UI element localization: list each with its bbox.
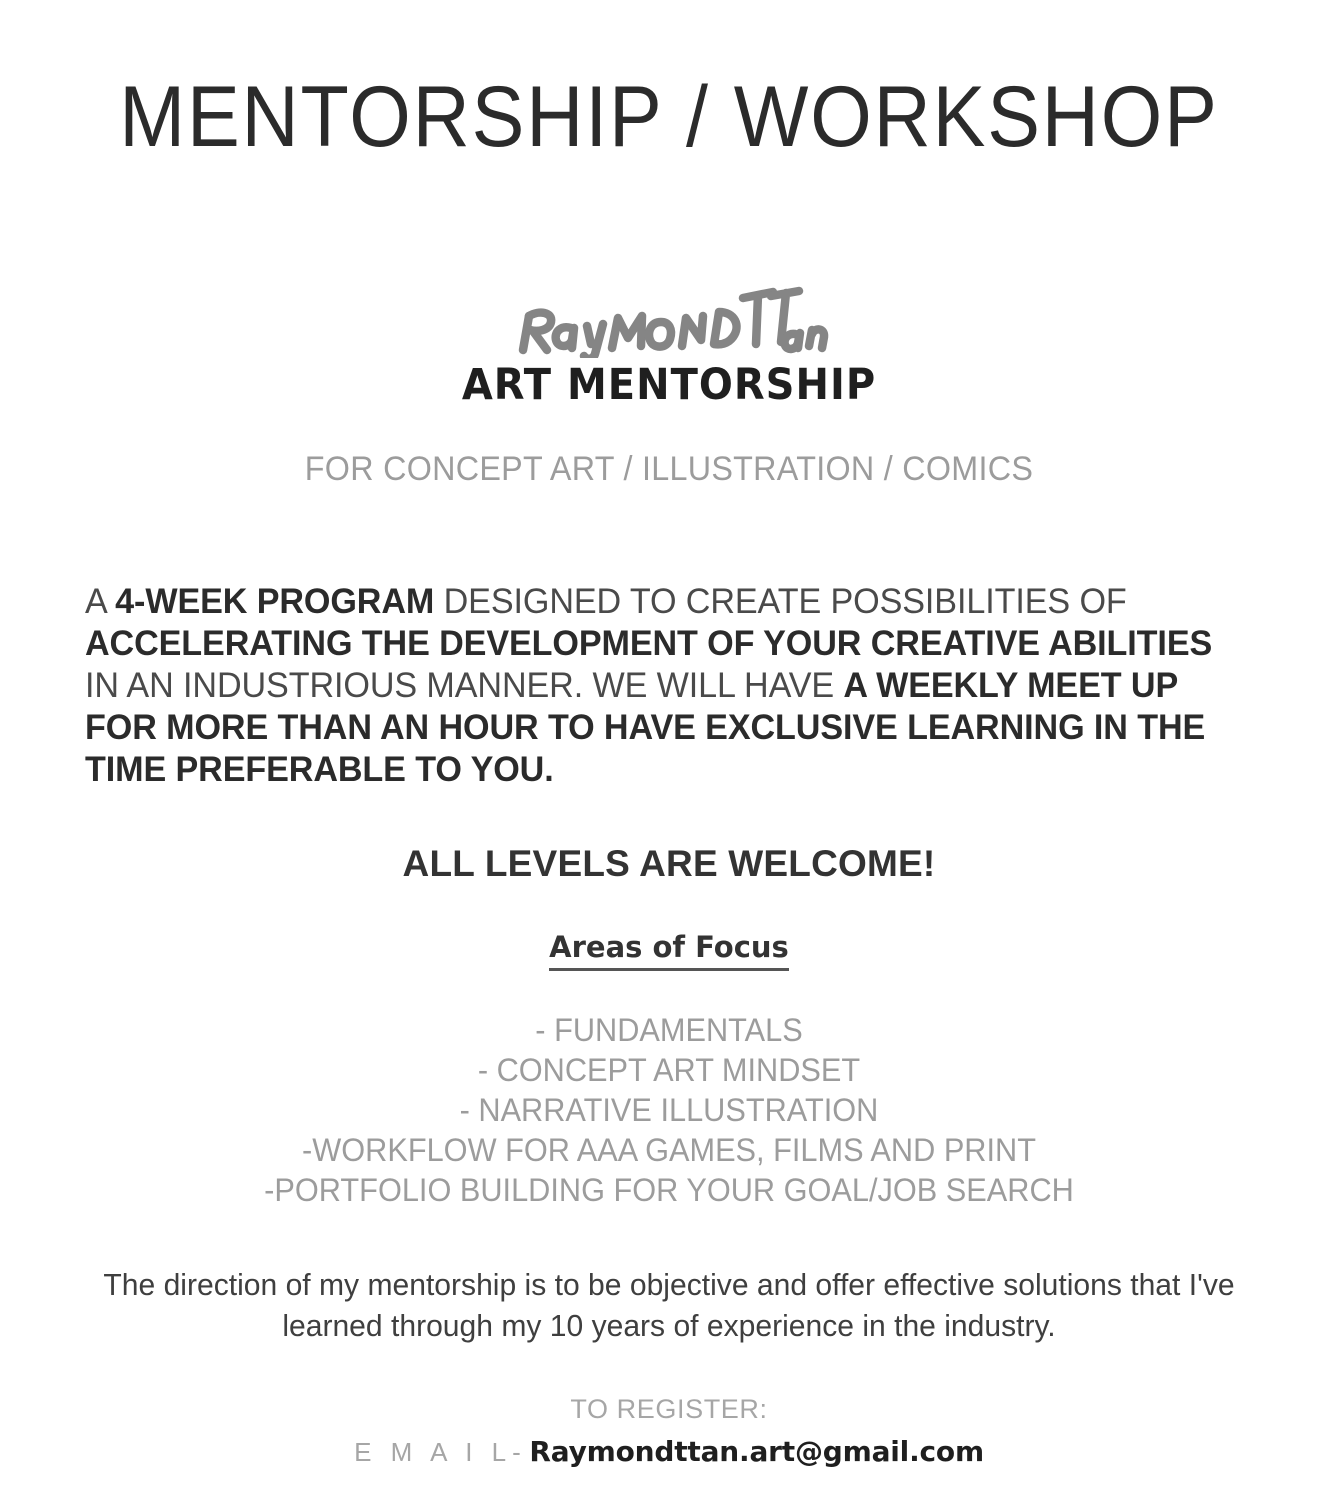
mentorship-note: The direction of my mentorship is to be objective and offer effective solutions that I've learned through my 10 years of experience in the industry. <box>103 1267 1235 1344</box>
emphasis-run: ACCELERATING THE DEVELOPMENT OF YOUR CREATIVE ABILITIES <box>85 624 1213 664</box>
emphasis-run: A WEEKLY MEET UP FOR MORE THAN AN HOUR TO HAVE EXCLUSIVE LEARNING IN THE TIME PREFERABLE TO YOU. <box>85 666 1206 790</box>
signature-wrap <box>0 282 1338 358</box>
body-block <box>85 581 1253 791</box>
program-description: A 4-WEEK PROGRAM DESIGNED TO CREATE POSSIBILITIES OF ACCELERATING THE DEVELOPMENT OF YOUR CREATIVE ABILITIES IN AN INDUSTRIOUS MANNER. WE WILL HAVE A WEEKLY MEET UP FOR MORE THAN AN HOUR TO HAVE EXCLUSIVE LEARNING IN THE TIME PREFERABLE TO YOU. <box>85 582 1213 790</box>
logo-block <box>0 282 1338 489</box>
focus-list-item: -WORKFLOW FOR AAA GAMES, FILMS AND PRINT <box>302 1132 1036 1169</box>
email-address[interactable]: Raymondttan.art@gmail.com <box>529 1435 984 1469</box>
focus-list-item: -PORTFOLIO BUILDING FOR YOUR GOAL/JOB SEARCH <box>264 1172 1074 1209</box>
areas-of-focus-heading <box>0 930 1338 964</box>
all-levels-heading: ALL LEVELS ARE WELCOME! <box>402 843 936 885</box>
title-block <box>0 0 1338 165</box>
areas-of-focus-label: Areas of Focus <box>549 930 789 971</box>
note-block <box>69 1264 1269 1346</box>
page-title: MENTORSHIP / WORKSHOP <box>119 69 1219 165</box>
focus-list-item: - CONCEPT ART MINDSET <box>477 1052 861 1089</box>
raymondttan-signature-icon <box>509 282 829 358</box>
email-dash: - <box>512 1437 521 1468</box>
focus-list <box>0 1010 1338 1210</box>
brand-name: ART MENTORSHIP <box>461 360 877 410</box>
email-line <box>0 1435 1338 1468</box>
register-block <box>0 1394 1338 1468</box>
email-prefix-label: E M A I L <box>354 1437 513 1468</box>
emphasis-run: 4-WEEK PROGRAM <box>115 582 435 622</box>
register-label: TO REGISTER: <box>570 1394 768 1425</box>
focus-list-item: - FUNDAMENTALS <box>535 1012 803 1049</box>
brand-subtitle: FOR CONCEPT ART / ILLUSTRATION / COMICS <box>304 450 1034 489</box>
focus-list-item: - NARRATIVE ILLUSTRATION <box>459 1092 879 1129</box>
